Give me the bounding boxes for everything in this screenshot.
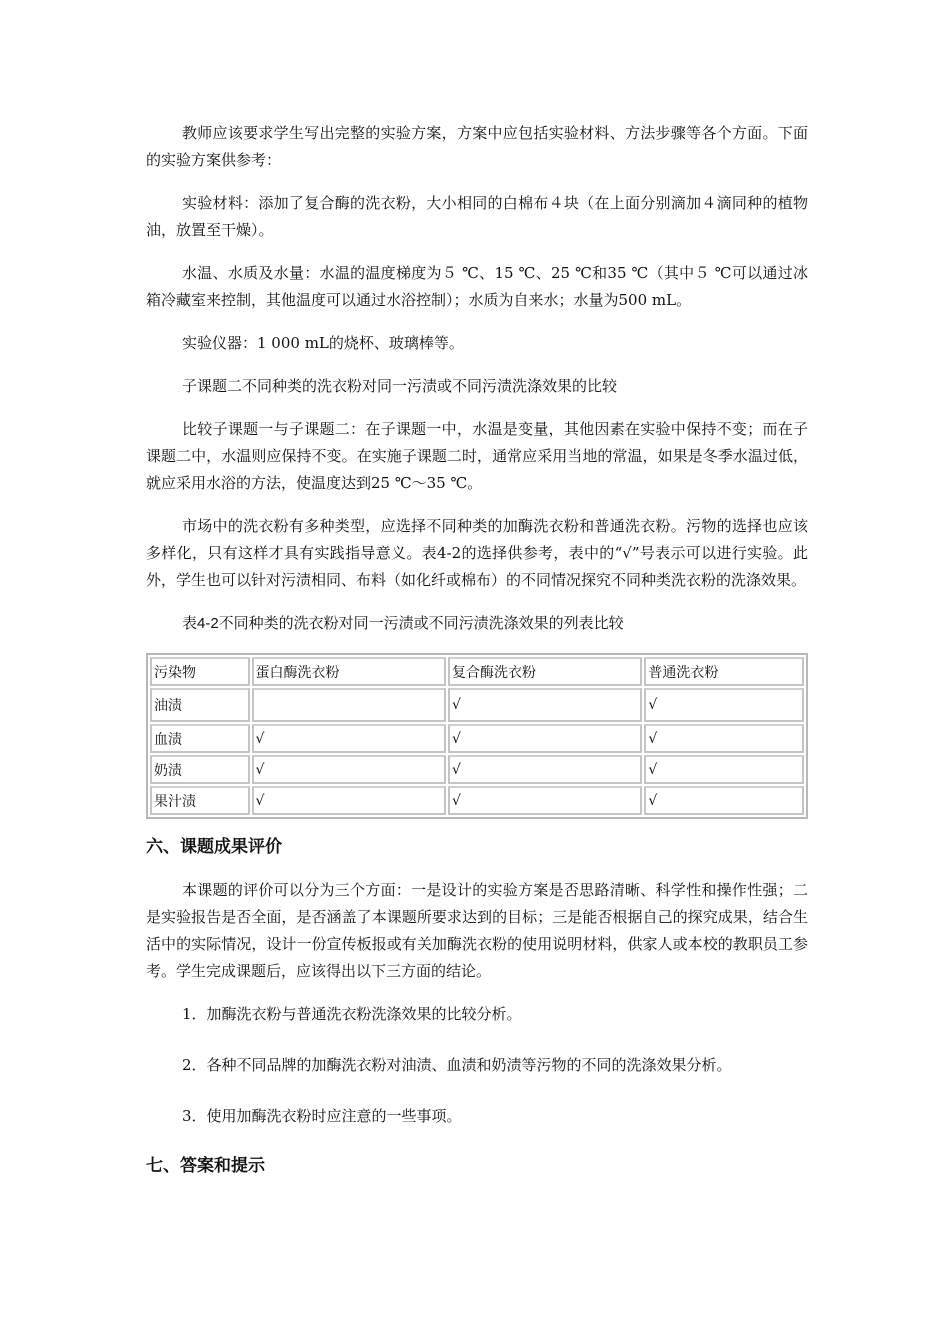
table-header-cell: 蛋白酶洗衣粉 [252, 657, 446, 686]
section-heading-evaluation: 六、课题成果评价 [146, 837, 282, 856]
table-cell: √ [252, 786, 446, 815]
paragraph-intro: 教师应该要求学生写出完整的实验方案，方案中应包括实验材料、方法步骤等各个方面。下面的实验方案供参考： [146, 124, 808, 169]
table-header-cell: 普通洗衣粉 [644, 657, 804, 686]
paragraph-instruments: 实验仪器：1 000 mL的烧杯、玻璃棒等。 [182, 334, 464, 352]
table-cell: √ [644, 688, 804, 722]
table-header-cell: 复合酶洗衣粉 [448, 657, 642, 686]
table-header-cell: 污染物 [150, 657, 250, 686]
table-cell: √ [644, 724, 804, 753]
table-cell: √ [448, 786, 642, 815]
list-item: 3．使用加酶洗衣粉时应注意的一些事项。 [182, 1107, 462, 1125]
list-item: 1．加酶洗衣粉与普通洗衣粉洗涤效果的比较分析。 [182, 1005, 522, 1023]
table-cell: √ [252, 755, 446, 784]
list-item: 2．各种不同品牌的加酶洗衣粉对油渍、血渍和奶渍等污物的不同的洗涤效果分析。 [182, 1056, 732, 1074]
table-cell: √ [644, 786, 804, 815]
table-cell: 油渍 [150, 688, 250, 722]
table-header-row [150, 657, 804, 686]
table-cell [252, 688, 446, 722]
table-caption: 表4-2不同种类的洗衣粉对同一污渍或不同污渍洗涤效果的列表比较 [182, 615, 624, 632]
paragraph-evaluation: 本课题的评价可以分为三个方面：一是设计的实验方案是否思路清晰、科学性和操作性强；二是实验报告是否全面，是否涵盖了本课题所要求达到的目标；三是能否根据自己的探究成果，结合生活中的实际情况，设计一份宣传板报或有关加酶洗衣粉的使用说明材料，供家人或本校的教职员工参考。学生完成课题后，应该得出以下三方面的结论。 [146, 881, 808, 980]
table-cell: 果汁渍 [150, 786, 250, 815]
paragraph-water-conditions: 水温、水质及水量：水温的温度梯度为５ ℃、15 ℃、25 ℃和35 ℃（其中５ ℃可以通过冰箱冷藏室来控制，其他温度可以通过水浴控制）；水质为自来水；水量为500 mL。 [146, 264, 808, 309]
paragraph-materials: 实验材料：添加了复合酶的洗衣粉，大小相同的白棉布４块（在上面分别滴加４滴同种的植物油，放置至干燥）。 [146, 194, 808, 239]
section-heading-answers: 七、答案和提示 [146, 1156, 265, 1175]
document-page [146, 120, 808, 1196]
paragraph-subtopic-two: 子课题二不同种类的洗衣粉对同一污渍或不同污渍洗涤效果的比较 [182, 377, 618, 395]
paragraph-comparison: 比较子课题一与子课题二：在子课题一中，水温是变量，其他因素在实验中保持不变；而在子课题二中，水温则应保持不变。在实施子课题二时，通常应采用当地的常温，如果是冬季水温过低，就应采用水浴的方法，使温度达到25 ℃～35 ℃。 [146, 420, 808, 492]
table-cell: √ [448, 688, 642, 722]
table-row [150, 724, 804, 753]
table-cell: √ [448, 724, 642, 753]
table-cell: √ [448, 755, 642, 784]
table-row [150, 688, 804, 722]
table-cell: √ [644, 755, 804, 784]
table-row [150, 786, 804, 815]
comparison-table [146, 653, 808, 819]
table-cell: 奶渍 [150, 755, 250, 784]
paragraph-market: 市场中的洗衣粉有多种类型，应选择不同种类的加酶洗衣粉和普通洗衣粉。污物的选择也应该多样化，只有这样才具有实践指导意义。表4-2的选择供参考，表中的“√”号表示可以进行实验。此外，学生也可以针对污渍相同、布料（如化纤或棉布）的不同情况探究不同种类洗衣粉的洗涤效果。 [146, 517, 808, 589]
table-row [150, 755, 804, 784]
table-cell: 血渍 [150, 724, 250, 753]
table-cell: √ [252, 724, 446, 753]
